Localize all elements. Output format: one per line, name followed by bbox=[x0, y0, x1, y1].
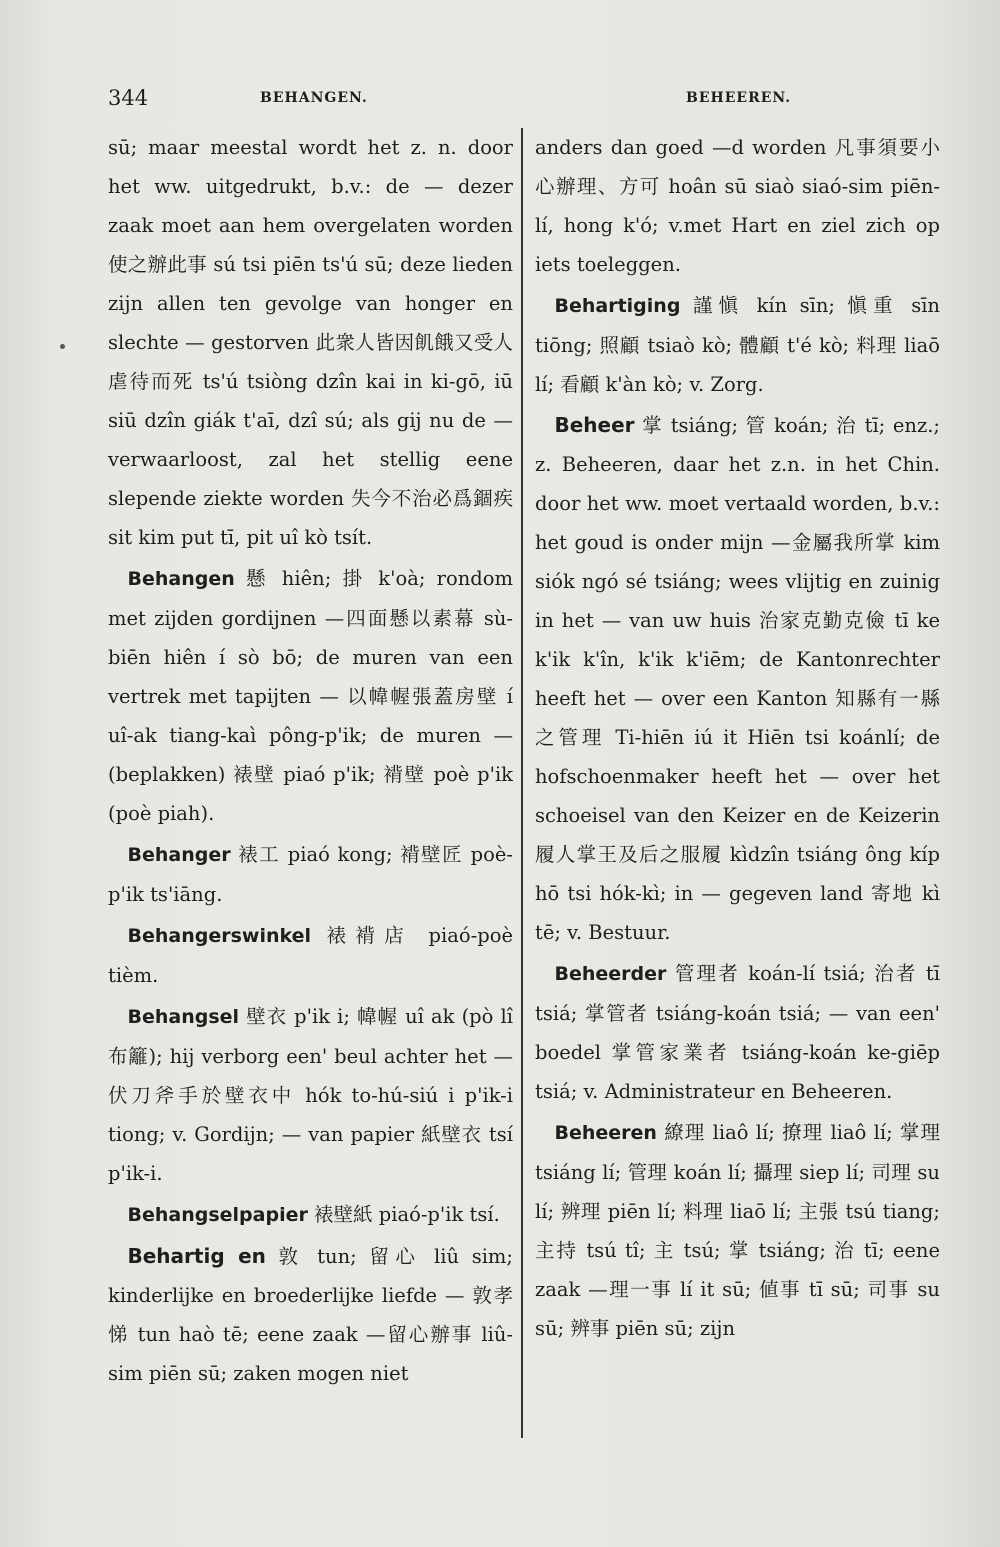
entry-headword: Behanger bbox=[127, 844, 231, 866]
entry-text: anders dan goed —d worden 凡事須要小心辦理、方可 hoân sū siaò siaó-sim piēn-lí, hong k'ó; v.met Hart en ziel zich op iets toeleggen. bbox=[535, 136, 940, 276]
entry-beheer: Beheer 掌 tsiáng; 管 koán; 治 tī; enz.; z. Beheeren, daar het z.n. in het Chin. door het ww. moet vertaald worden, b.v.: het goud is onder mijn —金屬我所掌 kim siók ngó sé tsiáng; wees vlijtig en zuinig in het — van uw huis 治家克勤克儉 tī ke k'ik k'în, k'ik k'iēm; de Kantonrechter heeft het — over een Kanton 知縣有一縣之管理 Ti-hiēn iú it Hiēn tsi koánlí; de hofschoenmaker heeft het — over het schoeisel van den Keizer en de Keizerin 履人掌王及后之服履 kìdzîn tsiáng ông kíp hō tsi hók-kì; in — gegeven land 寄地 kì tē; v. Bestuur. bbox=[535, 413, 941, 944]
entry-behangsel: Behangsel 壁衣 p'ik i; 幃幄 uî ak (pò lî 布籬); hij verborg een' beul achter het —伏刀斧手於壁衣中 hók to-hú-siú i p'ik-i tiong; v. Gordijn; — van papier 紙壁衣 tsí p'ik-i. bbox=[108, 1005, 513, 1185]
entry-behangselpapier: Behangselpapier 裱壁紙 piaó-p'ik tsí. bbox=[127, 1203, 500, 1226]
column-divider bbox=[521, 128, 523, 1438]
entry-beheeren: Beheeren 繚理 liaô lí; 撩理 liaô lí; 掌理 tsiáng lí; 管理 koán lí; 攝理 siep lí; 司理 su lí; 辨理 piēn lí; 料理 liaō lí; 主張 tsú tiang; 主持 tsú tî; 主 tsú; 掌 tsiáng; 治 tī; eene zaak —理一事 lí it sū; 値事 tī sū; 司事 su sū; 辨事 piēn sū; zijn bbox=[535, 1121, 940, 1340]
entry-text: sū; maar meestal wordt het z. n. door het ww. uitgedrukt, b.v.: de — dezer zaak moet aan hem overgelaten worden 使之辦此事 sú tsi piēn ts'ú sū; deze lieden zijn allen ten gevolge van honger en slechte — gestorven 此衆人皆因飢餓又受人虐待而死 ts'ú tsiòng dzîn kai in ki-gō, iū siū dzîn giák t'aī, dzî sú; als gij nu de — verwaarloost, zal het stellig eene slepende ziekte worden 失今不治必爲錮疾 sit kim put tī, pit uî kò tsít. bbox=[108, 136, 513, 549]
entry-behangerswinkel: Behangerswinkel 裱褙店 piaó-poè tièm. bbox=[108, 924, 513, 987]
entry-behartigen: Behartig en 敦 tun; 留心 liû sim; kinderlijke en broederlijke liefde — 敦孝悌 tun haò tē; eene zaak —留心辦事 liû-sim piēn sū; zaken mogen niet bbox=[108, 1244, 513, 1385]
entry-headword: Behangsel bbox=[127, 1006, 240, 1028]
left-column bbox=[108, 128, 513, 1395]
entry-headword: Behartig en bbox=[127, 1244, 266, 1268]
entry-headword: Behangselpapier bbox=[127, 1204, 308, 1226]
entry-behanger: Behanger 裱工 piaó kong; 褙壁匠 poè-p'ik ts'iāng. bbox=[108, 843, 514, 906]
page-header bbox=[108, 86, 948, 116]
page-number: 344 bbox=[108, 86, 149, 110]
entry-headword: Beheer bbox=[554, 413, 635, 437]
entry-behartiging: Behartiging 謹愼 kín sīn; 愼重 sīn tiōng; 照顧 tsiaò kò; 體顧 t'é kò; 料理 liaō lí; 看顧 k'àn kò; v. Zorg. bbox=[535, 294, 940, 396]
entry-beheerder: Beheerder 管理者 koán-lí tsiá; 治者 tī tsiá; 掌管者 tsiáng-koán tsiá; — van een' boedel 掌管家業者 tsiáng-koán ke-giēp tsiá; v. Administrateur en Beheeren. bbox=[535, 962, 941, 1103]
running-head-right: BEHEEREN. bbox=[686, 90, 792, 106]
margin-dot bbox=[60, 344, 65, 349]
entry-headword: Behangerswinkel bbox=[127, 925, 312, 947]
right-column bbox=[535, 128, 940, 1350]
entry-headword: Beheerder bbox=[554, 963, 667, 985]
entry-headword: Behangen bbox=[127, 568, 235, 590]
entry-headword: Behartiging bbox=[554, 295, 681, 317]
running-head-left: BEHANGEN. bbox=[260, 90, 368, 106]
entry-headword: Beheeren bbox=[554, 1122, 657, 1144]
entry-behangen: Behangen 懸 hiên; 掛 k'oà; rondom met zijden gordijnen —四面懸以素幕 sù-biēn hiên í sò bō; de muren van een vertrek met tapijten — 以幃幄張蓋房壁 í uî-ak tiang-kaì pông-p'ik; de muren — (beplakken) 裱壁 piaó p'ik; 褙壁 poè p'ik (poè piah). bbox=[108, 567, 513, 825]
